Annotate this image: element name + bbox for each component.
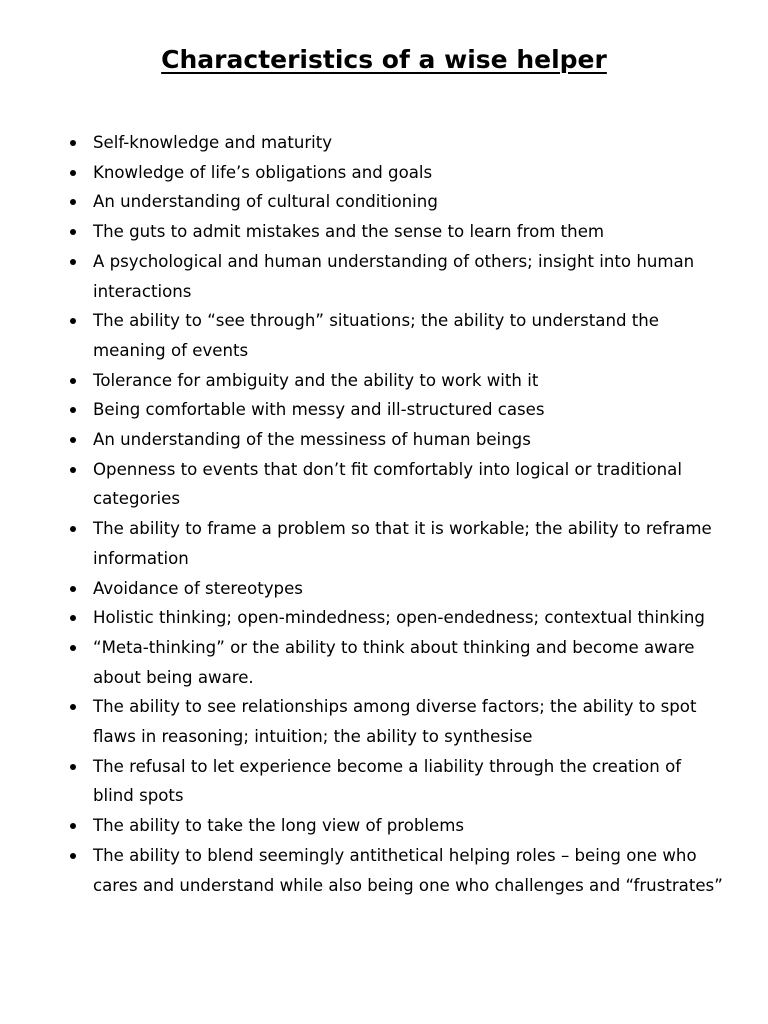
list-item-text: An understanding of cultural conditioning bbox=[93, 192, 438, 212]
bullet-icon bbox=[70, 229, 76, 235]
bullet-icon bbox=[70, 407, 76, 413]
list-item-text: Knowledge of life’s obligations and goals bbox=[93, 162, 433, 182]
page-title: Characteristics of a wise helper bbox=[161, 45, 607, 74]
list-item-text: Openness to events that don’t fit comfortably into logical or traditional categories bbox=[93, 459, 682, 509]
list-item-text: Tolerance for ambiguity and the ability to work with it bbox=[93, 370, 539, 390]
list-item bbox=[93, 841, 723, 900]
list-item-text: Self-knowledge and maturity bbox=[93, 133, 333, 152]
list-item bbox=[93, 217, 723, 247]
bullet-icon bbox=[70, 140, 76, 146]
list-item bbox=[93, 574, 723, 604]
bullet-icon bbox=[70, 318, 76, 324]
bullet-icon bbox=[70, 199, 76, 205]
list-item-text: Avoidance of stereotypes bbox=[93, 578, 303, 598]
list-item bbox=[93, 395, 723, 425]
bullet-icon bbox=[70, 704, 76, 710]
list-item-text: Holistic thinking; open-mindedness; open-endedness; contextual thinking bbox=[93, 608, 705, 628]
list-item-text: The guts to admit mistakes and the sense to learn from them bbox=[93, 222, 605, 242]
list-item bbox=[93, 128, 723, 158]
list-item-text: A psychological and human understanding of others; insight into human interactions bbox=[93, 251, 695, 301]
list-item bbox=[93, 603, 723, 633]
characteristics-list bbox=[93, 128, 723, 900]
list-item-text: The refusal to let experience become a liability through the creation of blind spots bbox=[93, 756, 682, 806]
bullet-icon bbox=[70, 437, 76, 443]
bullet-icon bbox=[70, 615, 76, 621]
list-item-text: The ability to see relationships among diverse factors; the ability to spot flaws in reasoning; intuition; the ability to synthesise bbox=[93, 697, 697, 747]
bullet-icon bbox=[70, 586, 76, 592]
list-item-text: The ability to “see through” situations; the ability to understand the meaning of events bbox=[93, 311, 660, 360]
list-item bbox=[93, 455, 723, 514]
list-item bbox=[93, 425, 723, 455]
bullet-icon bbox=[70, 378, 76, 384]
bullet-icon bbox=[70, 170, 76, 176]
list-item bbox=[93, 633, 723, 692]
list-item bbox=[93, 692, 723, 751]
list-item bbox=[93, 366, 723, 396]
bullet-icon bbox=[70, 853, 76, 859]
bullet-icon bbox=[70, 259, 76, 265]
list-item bbox=[93, 187, 723, 217]
list-item bbox=[93, 158, 723, 188]
list-item-text: The ability to take the long view of problems bbox=[93, 816, 465, 836]
list-item-text: Being comfortable with messy and ill-structured cases bbox=[93, 400, 545, 420]
list-item-text: An understanding of the messiness of human beings bbox=[93, 430, 531, 450]
list-item bbox=[93, 514, 723, 573]
list-item-text: “Meta-thinking” or the ability to think about thinking and become aware about being aware. bbox=[93, 637, 695, 687]
list-item bbox=[93, 752, 723, 811]
list-item-text: The ability to blend seemingly antithetical helping roles – being one who cares and understand while also being one who challenges and “frustrates” bbox=[93, 845, 723, 895]
bullet-icon bbox=[70, 645, 76, 651]
bullet-icon bbox=[70, 467, 76, 473]
bullet-icon bbox=[70, 526, 76, 532]
bullet-icon bbox=[70, 823, 76, 829]
list-item bbox=[93, 247, 723, 306]
list-item bbox=[93, 306, 723, 365]
list-item-text: The ability to frame a problem so that it is workable; the ability to reframe information bbox=[93, 519, 712, 568]
list-item bbox=[93, 811, 723, 841]
bullet-icon bbox=[70, 764, 76, 770]
